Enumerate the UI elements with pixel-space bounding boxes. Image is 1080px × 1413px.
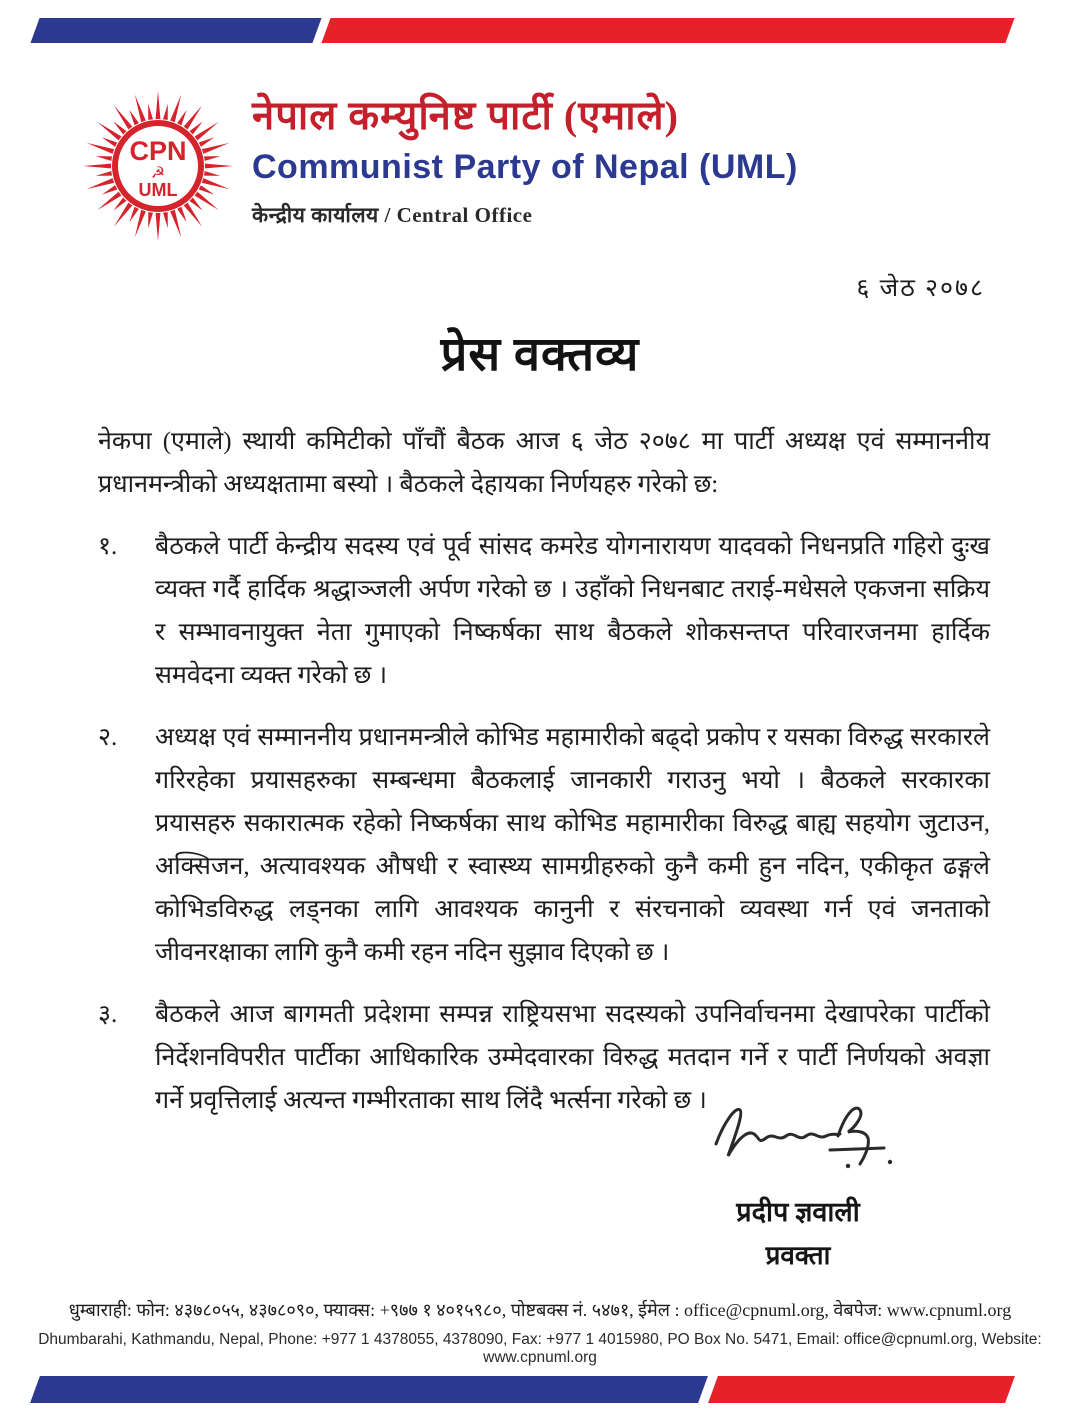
bottom-banner-red-stripe [708,1376,1015,1403]
bottom-banner-blue-stripe [30,1376,708,1403]
party-name-nepali: नेपाल कम्युनिष्ट पार्टी (एमाले) [252,93,680,138]
logo-monogram-uml: UML [138,180,178,200]
list-item-text: बैठकले पार्टी केन्द्रीय सदस्य एवं पूर्व सांसद कमरेड योगनारायण यादवको निधनप्रति गहिरो दुःख व्यक्त गर्दै हार्दिक श्रद्धाञ्जली अर्पण गरेको छ । उहाँको निधनबाट तराई-मधेसले एकजना सक्रिय र सम्भावनायुक्त नेता गुमाएको निष्कर्षका साथ बैठकले शोकसन्तप्त परिवारजनमा हार्दिक समवेदना व्यक्त गरेको छ । [155,533,990,689]
sunburst-logo-icon [82,90,234,242]
handwritten-signature [688,1092,908,1184]
logo-monogram-cpn: CPN [129,136,187,166]
letterhead-text [252,86,798,229]
list-item-number: २. [98,724,118,751]
party-name-english: Communist Party of Nepal (UML) [252,148,798,186]
footer-contact [30,1298,1050,1367]
top-banner-red-stripe [321,18,1014,43]
list-item-text: बैठकले आज बागमती प्रदेशमा सम्पन्न राष्ट्रियसभा सदस्यको उपनिर्वाचनमा देखापरेका पार्टीको निर्देशनविपरीत पार्टीका आधिकारिक उम्मेदवारका विरुद्ध मतदान गर्ने र पार्टी निर्णयको अवज्ञा गर्ने प्रवृत्तिलाई अत्यन्त गम्भीरताका साथ लिंदै भर्त्सना गरेको छ । [155,1001,990,1114]
central-office-line: केन्द्रीय कार्यालय / Central Office [252,202,533,227]
top-banner [35,18,1010,43]
spokesperson-name: प्रदीप ज्ञवाली [736,1197,860,1227]
list-item-number: ३. [98,1001,118,1028]
spokesperson-title: प्रवक्ता [765,1241,831,1270]
decision-list [98,525,990,1122]
party-logo [82,90,234,242]
footer-contact-nepali: धुम्बाराही: फोन: ४३७८०५५, ४३७८०९०, फ्याक्स: +९७७ १ ४०१५९८०, पोष्टबक्स नं. ५४७१, ईमेल : office@cpnuml.org, वेबपेज: www.cpnuml.org [68,1300,1012,1320]
page-title: प्रेस वक्तव्य [440,329,640,381]
list-item-text: अध्यक्ष एवं सम्माननीय प्रधानमन्त्रीले कोभिड महामारीको बढ्दो प्रकोप र यसका विरुद्ध सरकारले गरिरहेका प्रयासहरुका सम्बन्धमा बैठकलाई जानकारी गराउनु भयो । बैठकले सरकारका प्रयासहरु सकारात्मक रहेको निष्कर्षका साथ कोभिड महामारीका विरुद्ध बाह्य सहयोग जुटाउन, अक्सिजन, अत्यावश्यक औषधी र स्वास्थ्य सामग्रीहरुको कुनै कमी हुन नदिन, एकीकृत ढङ्गले कोभिडविरुद्ध लड्नका लागि आवश्यक कानुनी र संरचनाको व्यवस्था गर्न एवं जनताको जीवनरक्षाका लागि कुनै कमी रहन नदिन सुझाव दिएको छ । [155,724,990,966]
list-item [98,716,990,974]
document-date: ६ जेठ २०७८ [856,275,985,302]
document-body [98,420,990,1141]
top-banner-blue-stripe [30,18,321,43]
footer-contact-english: Dhumbarahi, Kathmandu, Nepal, Phone: +977 1 4378055, 4378090, Fax: +977 1 4015980, PO Box No. 5471, Email: office@cpnuml.org, Website: www.cpnuml.org [38,1331,1042,1366]
list-item [98,525,990,697]
intro-paragraph: नेकपा (एमाले) स्थायी कमिटीको पाँचौं बैठक आज ६ जेठ २०७८ मा पार्टी अध्यक्ष एवं सम्माननीय प्रधानमन्त्रीको अध्यक्षतामा बस्यो । बैठकले देहायका निर्णयहरु गरेको छ: [98,428,990,498]
hammer-sickle-icon: ☭ [150,163,166,182]
signature-block [648,1092,948,1272]
bottom-banner [35,1376,1010,1403]
letterhead [82,86,1020,242]
list-item-number: १. [98,533,118,560]
